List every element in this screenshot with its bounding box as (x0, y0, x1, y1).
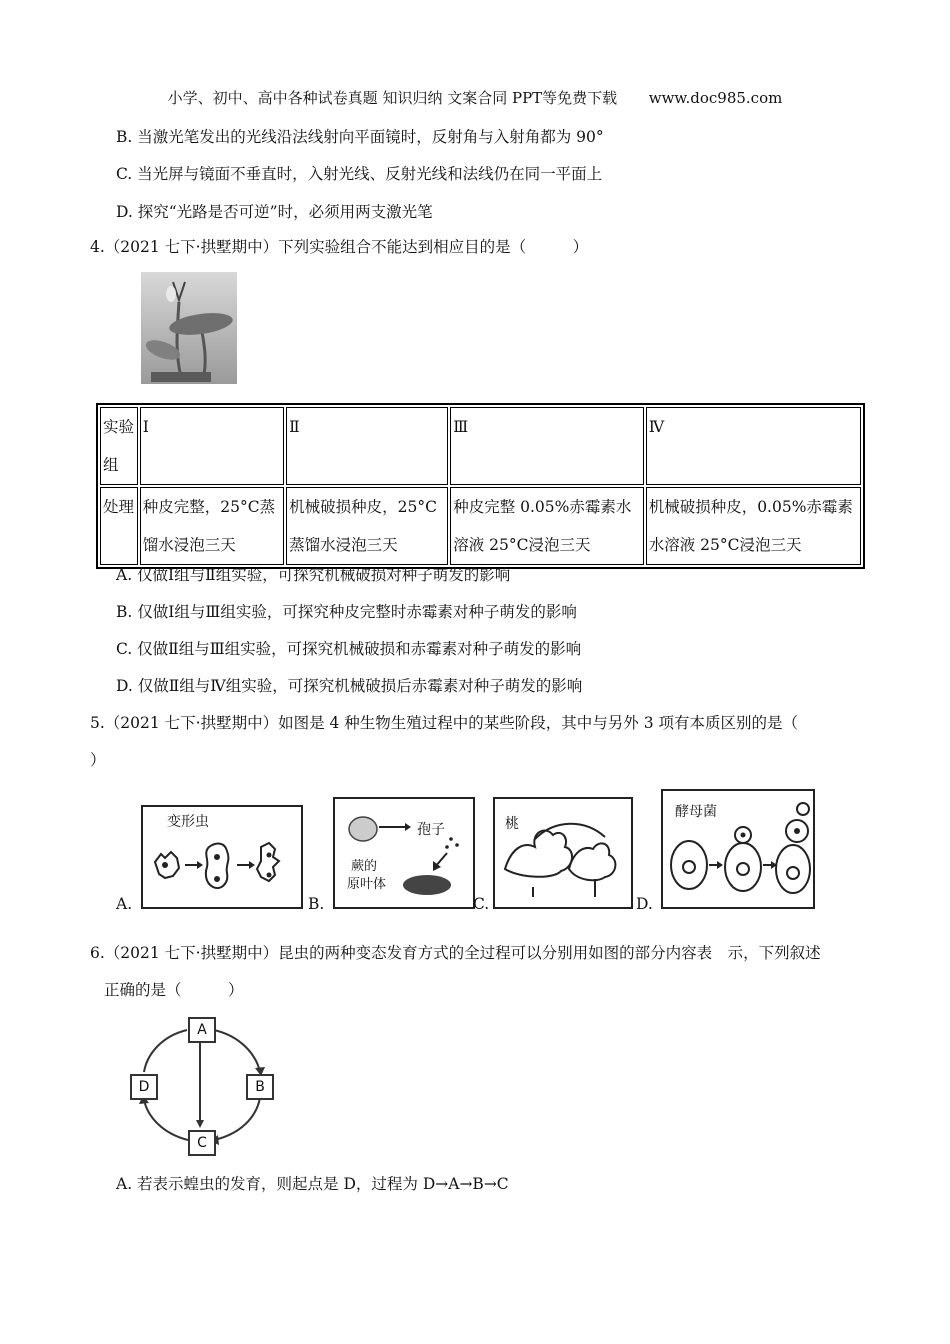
group-4: Ⅳ (646, 407, 861, 485)
q5-stem-line1: 5.（2021 七下·拱墅期中）如图是 4 种生物生殖过程中的某些阶段，其中与另外 3 项有本质区别的是（ (90, 714, 799, 732)
yeast-figure (661, 789, 815, 909)
node-c: C (188, 1130, 216, 1156)
q6-stem-line2: 正确的是（ ） (104, 981, 244, 999)
page-header (0, 88, 950, 108)
q6-stem-line1: 6.（2021 七下·拱墅期中）昆虫的两种变态发育方式的全过程可以分别用如图的部分内容表 示，下列叙述 (90, 944, 821, 962)
q5-stem-line2: ） (90, 751, 106, 769)
experiment-table (96, 403, 865, 569)
header-text: 小学、初中、高中各种试卷真题 知识归纳 文案合同 PPT等免费下载 (167, 89, 618, 107)
q4-stem: 4.（2021 七下·拱墅期中）下列实验组合不能达到相应目的是（ ） (90, 238, 589, 256)
lotus-photo (141, 272, 237, 384)
table-header-label: 实验组 (100, 407, 138, 485)
peach-title: 桃 (505, 816, 519, 832)
fern-spore-label: 孢子 (417, 822, 445, 838)
q5-label-b: B. (308, 895, 325, 913)
q6-option-a: A. 若表示蝗虫的发育，则起点是 D，过程为 D→A→B→C (116, 1175, 509, 1193)
group-3: Ⅲ (450, 407, 644, 485)
fern-figure (333, 797, 475, 909)
q5-label-c: C. (473, 895, 490, 913)
q4-option-c: C. 仅做Ⅱ组与Ⅲ组实验，可探究机械破损和赤霉素对种子萌发的影响 (116, 640, 582, 658)
treatment-2: 机械破损种皮，25°C蒸馏水浸泡三天 (286, 487, 448, 565)
yeast-title: 酵母菌 (675, 804, 717, 820)
table-row-label: 处理 (100, 487, 138, 565)
q3-option-d: D. 探究“光路是否可逆”时，必须用两支激光笔 (116, 203, 433, 221)
q3-option-b: B. 当激光笔发出的光线沿法线射向平面镜时，反射角与入射角都为 90° (116, 128, 604, 146)
node-a: A (188, 1017, 216, 1043)
treatment-1: 种皮完整，25°C蒸馏水浸泡三天 (140, 487, 284, 565)
q5-label-a: A. (116, 895, 133, 913)
peach-figure (493, 797, 633, 909)
q3-option-c: C. 当光屏与镜面不垂直时，入射光线、反射光线和法线仍在同一平面上 (116, 165, 603, 183)
fern-caption-2: 原叶体 (347, 877, 387, 892)
q5-label-d: D. (636, 895, 653, 913)
group-2: Ⅱ (286, 407, 448, 485)
group-1: Ⅰ (140, 407, 284, 485)
fern-caption-1: 蕨的 (351, 859, 378, 874)
node-d: D (130, 1074, 158, 1100)
header-site: www.doc985.com (648, 89, 783, 107)
node-b: B (246, 1074, 274, 1100)
amoeba-title: 变形虫 (167, 814, 209, 830)
treatment-3: 种皮完整 0.05%赤霉素水溶液 25°C浸泡三天 (450, 487, 644, 565)
q4-option-a: A. 仅做Ⅰ组与Ⅱ组实验，可探究机械破损对种子萌发的影响 (116, 566, 511, 584)
q4-option-d: D. 仅做Ⅱ组与Ⅳ组实验，可探究机械破损后赤霉素对种子萌发的影响 (116, 677, 583, 695)
q4-option-b: B. 仅做Ⅰ组与Ⅲ组实验，可探究种皮完整时赤霉素对种子萌发的影响 (116, 603, 577, 621)
treatment-4: 机械破损种皮，0.05%赤霉素水溶液 25°C浸泡三天 (646, 487, 861, 565)
amoeba-figure (141, 805, 303, 909)
metamorphosis-cycle-diagram (122, 1014, 282, 1164)
